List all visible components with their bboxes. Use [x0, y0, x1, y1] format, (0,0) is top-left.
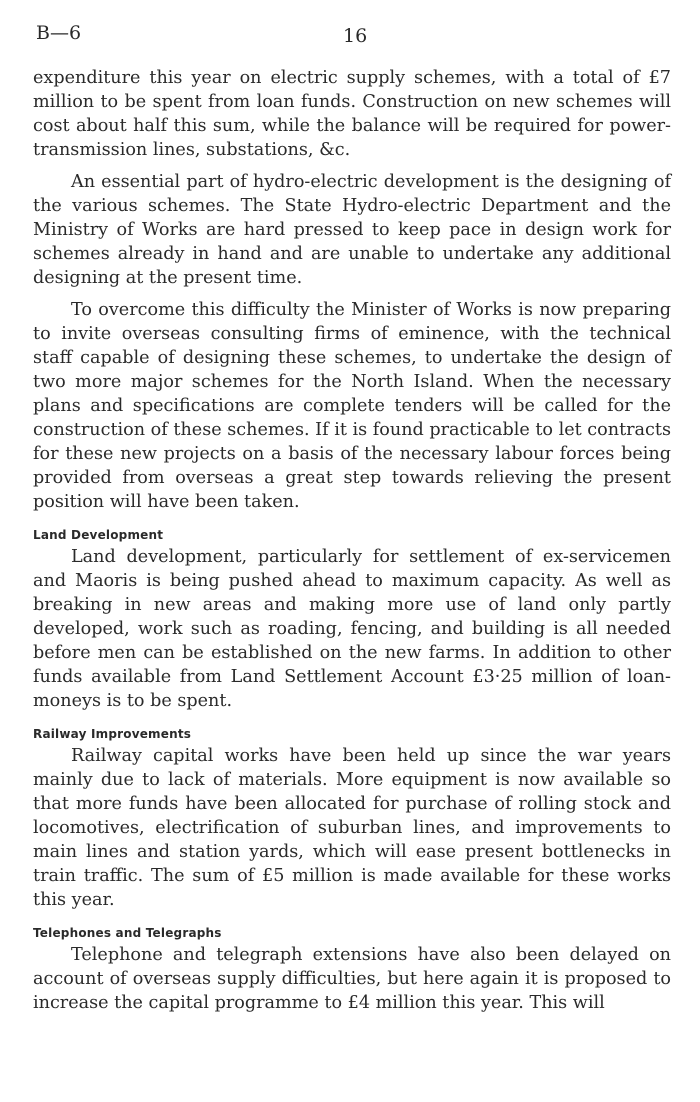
- page-number: 16: [343, 25, 368, 47]
- section-heading-railway-improvements: Railway Improvements: [33, 727, 192, 741]
- paragraph-telephones-telegraphs: Telephone and telegraph extensions have also been delayed on account of overseas supply difficulties, but here again it is proposed to increase the capital programme to £4 million this year. This will: [33, 945, 671, 1013]
- paragraph-railway-improvements: Railway capital works have been held up since the war years mainly due to lack of materials. More equipment is now available so that more funds have been allocated for purchase of rolling stock and locomotives, electrification of suburban lines, and improvements to main lines and station yards, which will ease present bottlenecks in train traffic. The sum of £5 million is made available for these works this year.: [33, 746, 671, 910]
- page-body: [33, 66, 671, 1023]
- paragraph-hydro-design: An essential part of hydro-electric development is the designing of the various schemes. The State Hydro-electric Department and the Ministry of Works are hard pressed to keep pace in design work for schemes already in hand and are unable to undertake any additional designing at the present time.: [33, 172, 671, 288]
- paragraph-continued: expenditure this year on electric supply schemes, with a total of £7 million to be spent from loan funds. Construction on new schemes will cost about half this sum, while the balance will be required for power-transmission lines, substations, &c.: [33, 68, 671, 160]
- section-heading-telephones-telegraphs: Telephones and Telegraphs: [33, 926, 222, 940]
- paragraph-land-development: Land development, particularly for settlement of ex-servicemen and Maoris is being pushed ahead to maximum capacity. As well as breaking in new areas and making more use of land only partly developed, work such as roading, fencing, and building is all needed before men can be established on the new farms. In addition to other funds available from Land Settlement Account £3·25 million of loan-moneys is to be spent.: [33, 547, 671, 711]
- document-code: B—6: [36, 22, 82, 44]
- section-heading-land-development: Land Development: [33, 528, 164, 542]
- paragraph-overseas-firms: To overcome this difficulty the Minister of Works is now preparing to invite overseas consulting firms of eminence, with the technical staff capable of designing these schemes, to undertake the design of two more major schemes for the North Island. When the necessary plans and specifications are complete tenders will be called for the construction of these schemes. If it is found practicable to let contracts for these new projects on a basis of the necessary labour forces being provided from overseas a great step towards relieving the present position will have been taken.: [33, 300, 671, 512]
